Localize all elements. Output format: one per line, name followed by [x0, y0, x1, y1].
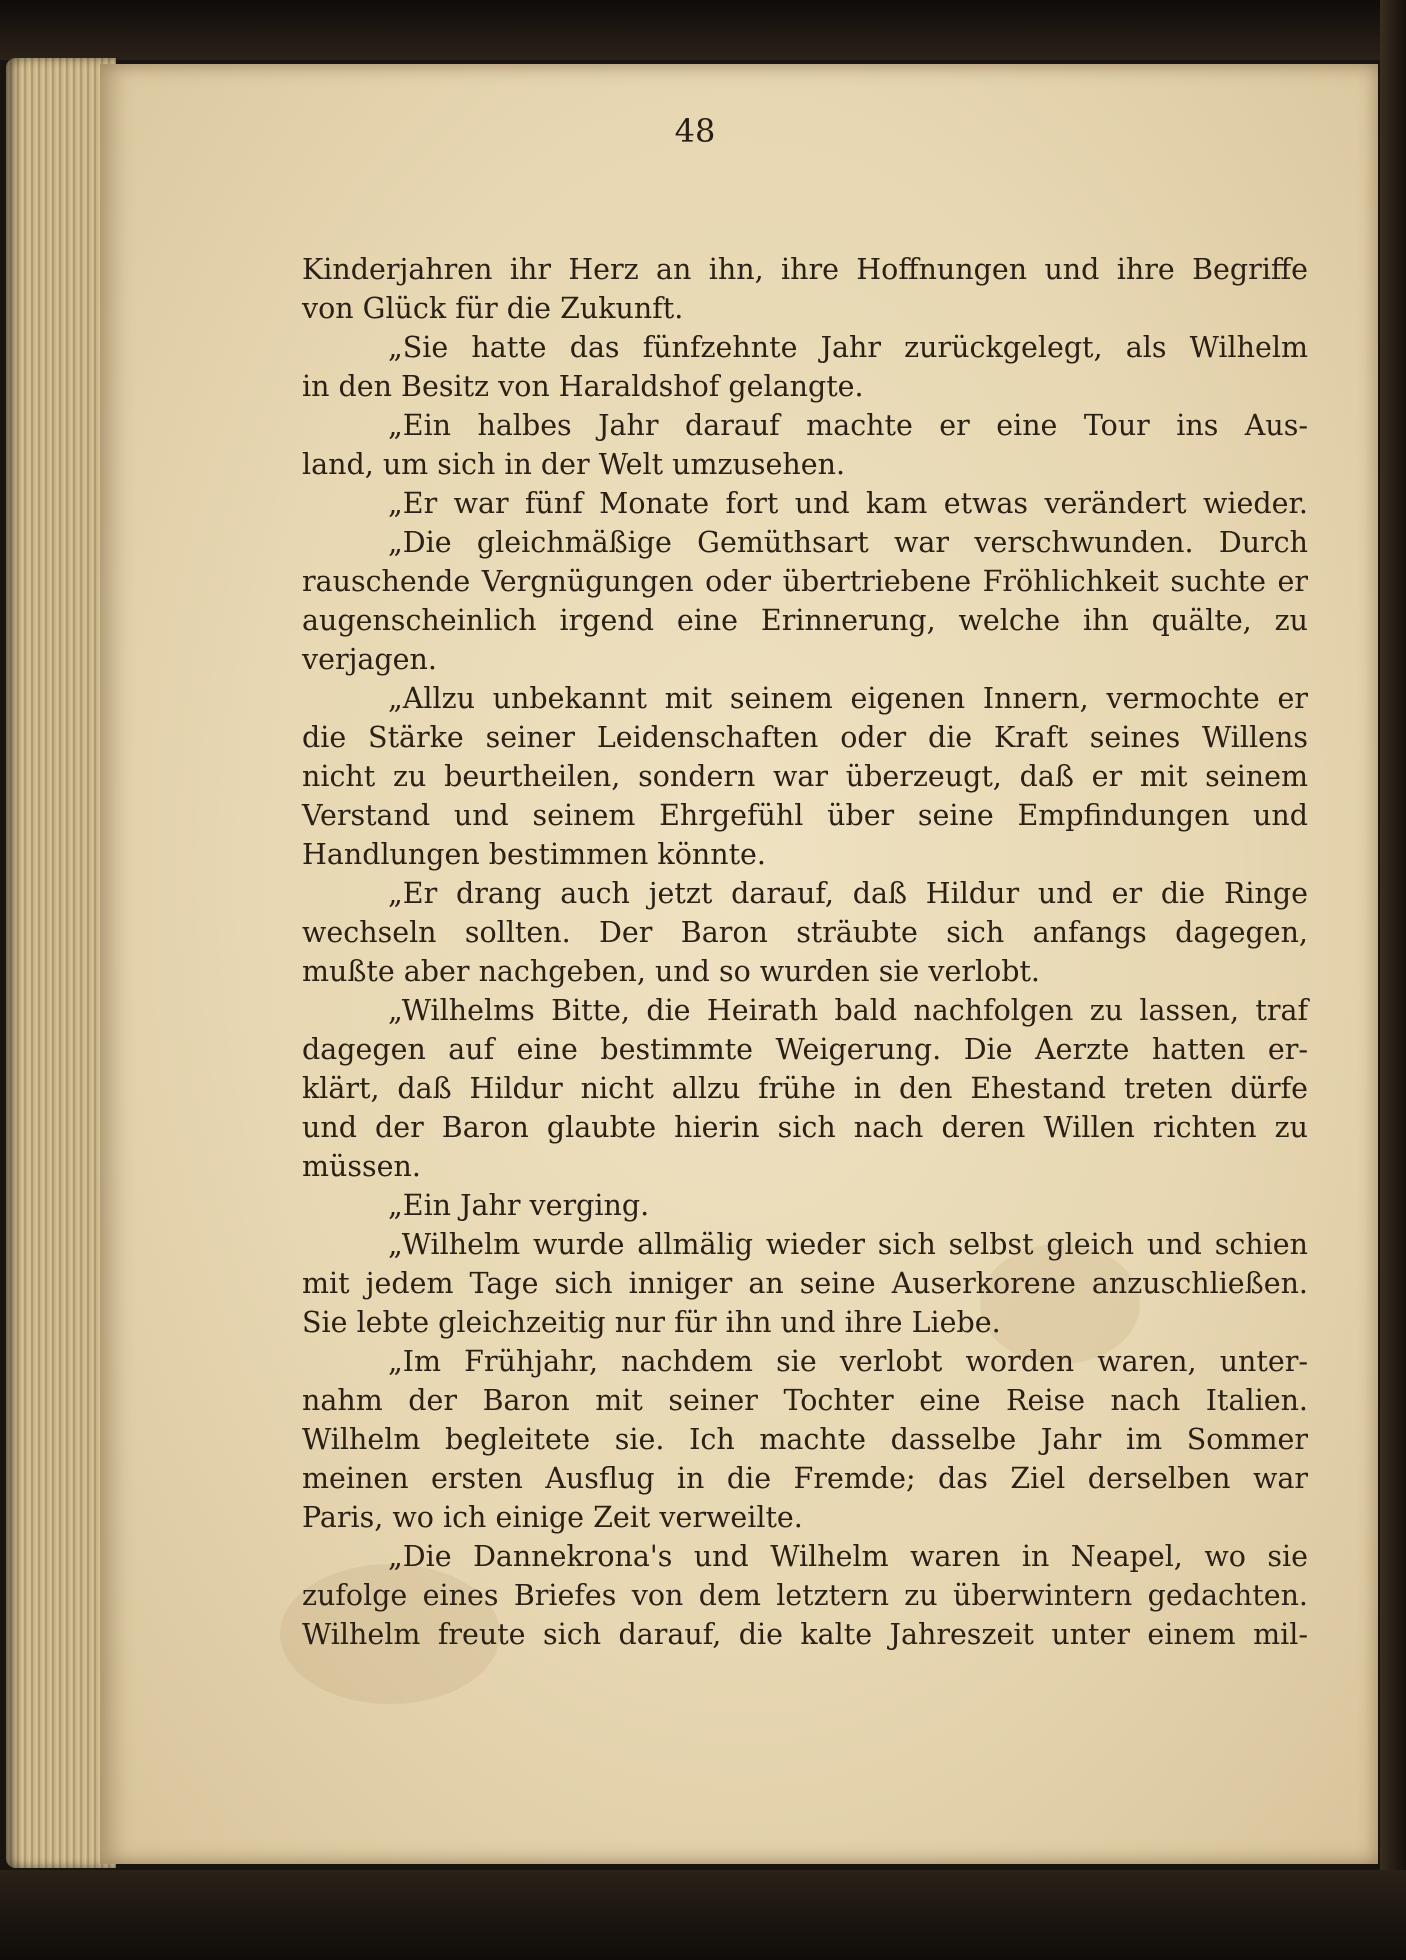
text-line: Paris, wo ich einige Zeit verweilte. [302, 1501, 803, 1534]
text-line: „Im Frühjahr, nachdem sie verlobt worden waren, unter- [388, 1345, 1308, 1378]
text-line: und der Baron glaubte hierin sich nach deren Willen richten zu [302, 1111, 1308, 1144]
text-line: mußte aber nachgeben, und so wurden sie verlobt. [302, 955, 1040, 988]
text-line: rauschende Vergnügungen oder übertriebene Fröhlichkeit suchte er [302, 565, 1308, 598]
text-line: Verstand und seinem Ehrgefühl über seine Empfindungen und [302, 799, 1308, 832]
text-line: „Allzu unbekannt mit seinem eigenen Innern, vermochte er [388, 682, 1308, 715]
text-line: „Wilhelm wurde allmälig wieder sich selbst gleich und schien [388, 1228, 1308, 1261]
text-line: „Sie hatte das fünfzehnte Jahr zurückgelegt, als Wilhelm [388, 331, 1308, 364]
text-line: verjagen. [302, 643, 437, 676]
text-line: augenscheinlich irgend eine Erinnerung, welche ihn quälte, zu [302, 604, 1308, 637]
text-line: in den Besitz von Haraldshof gelangte. [302, 370, 864, 403]
text-line: Wilhelm freute sich darauf, die kalte Jahreszeit unter einem mil- [302, 1618, 1308, 1651]
text-line: müssen. [302, 1150, 421, 1183]
text-line: „Die Dannekrona's und Wilhelm waren in Neapel, wo sie [388, 1540, 1308, 1573]
text-line: „Ein halbes Jahr darauf machte er eine Tour ins Aus- [388, 409, 1308, 442]
text-line: „Wilhelms Bitte, die Heirath bald nachfolgen zu lassen, traf [388, 994, 1308, 1027]
text-line: „Er drang auch jetzt darauf, daß Hildur und er die Ringe [388, 877, 1308, 910]
background-right [1380, 0, 1406, 1960]
text-line: die Stärke seiner Leidenschaften oder die Kraft seines Willens [302, 721, 1308, 754]
text-line: zufolge eines Briefes von dem letztern zu überwintern gedachten. [302, 1579, 1308, 1612]
text-line: „Er war fünf Monate fort und kam etwas verändert wieder. [388, 487, 1308, 520]
text-line: Handlungen bestimmen könnte. [302, 838, 766, 871]
background-bottom [0, 1870, 1406, 1960]
text-line: dagegen auf eine bestimmte Weigerung. Die Aerzte hatten er- [302, 1033, 1308, 1066]
text-line: Sie lebte gleichzeitig nur für ihn und ihre Liebe. [302, 1306, 1001, 1339]
text-line: wechseln sollten. Der Baron sträubte sich anfangs dagegen, [302, 916, 1308, 949]
text-line: „Die gleichmäßige Gemüthsart war verschwunden. Durch [388, 526, 1308, 559]
text-line: „Ein Jahr verging. [388, 1189, 650, 1222]
page-number: 48 [674, 112, 716, 150]
text-line: von Glück für die Zukunft. [302, 292, 684, 325]
text-line: land, um sich in der Welt umzusehen. [302, 448, 846, 481]
background-top [0, 0, 1406, 60]
text-line: nahm der Baron mit seiner Tochter eine Reise nach Italien. [302, 1384, 1308, 1417]
text-line: meinen ersten Ausflug in die Fremde; das Ziel derselben war [302, 1462, 1308, 1495]
text-line: nicht zu beurtheilen, sondern war überzeugt, daß er mit seinem [302, 760, 1308, 793]
text-line: mit jedem Tage sich inniger an seine Auserkorene anzuschließen. [302, 1267, 1308, 1300]
text-line: Wilhelm begleitete sie. Ich machte dasselbe Jahr im Sommer [302, 1423, 1308, 1456]
text-line: Kinderjahren ihr Herz an ihn, ihre Hoffnungen und ihre Begriffe [302, 253, 1308, 286]
body-text [302, 250, 1308, 1654]
text-line: klärt, daß Hildur nicht allzu frühe in den Ehestand treten dürfe [302, 1072, 1308, 1105]
